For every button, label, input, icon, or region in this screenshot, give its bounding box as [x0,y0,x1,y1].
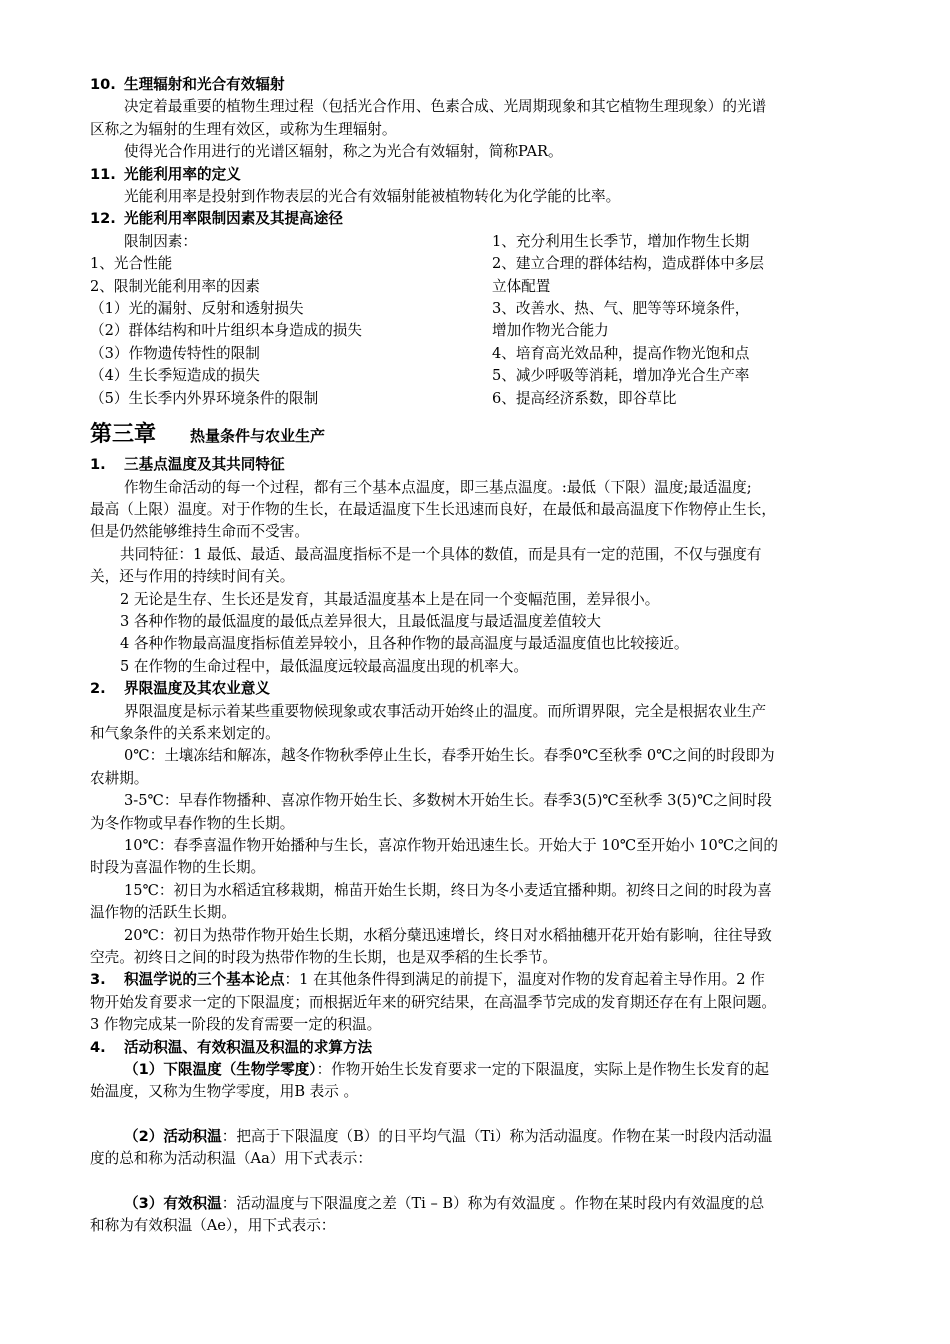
section-heading [90,454,870,476]
list-item: 立体配置 [492,277,551,295]
paragraph-line: 最高（上限）温度。对于作物的生长，在最适温度下生长迅速而良好，在最低和最高温度下作物停止生长， [90,500,776,518]
paragraph-text: ：活动温度与下限温度之差（Ti – B）称为有效温度 。作物在某时段内有效温度的总 [221,1194,765,1212]
list-item: 2、建立合理的群体结构，造成群体中多层 [492,255,764,273]
section-title: 光能利用率的定义 [124,165,241,183]
list-item: 限制因素： [124,232,197,250]
section-number: 10. [90,76,116,93]
paragraph-line: 但是仍然能够维持生命而不受害。 [90,523,309,541]
list-item: 4、培育高光效品种，提高作物光饱和点 [492,344,750,362]
chapter-title: 热量条件与农业生产 [190,427,326,446]
list-item: 2、限制光能利用率的因素 [90,277,260,295]
section-heading [90,74,870,96]
list-item: （3）作物遗传特性的限制 [90,344,260,362]
paragraph-line: 15℃：初日为水稻适宜移栽期，棉苗开始生长期，终日为冬小麦适宜播种期。初终日之间的时段为喜 [124,881,772,899]
section-title: 三基点温度及其共同特征 [124,456,285,474]
section-heading [90,1037,870,1059]
list-item: 1、光合性能 [90,255,173,273]
paragraph-line: 10℃：春季喜温作物开始播种与生长，喜凉作物开始迅速生长。开始大于 10℃至开始小 10℃之间的 [124,837,778,854]
chapter-heading [90,424,870,454]
section-heading [90,969,870,991]
subsection-label: （3）有效积温 [124,1194,222,1212]
paragraph-line: 3 作物完成某一阶段的发育需要一定的积温。 [90,1016,382,1034]
chapter-number: 第三章 [90,422,157,448]
section-title: 积温学说的三个基本论点 [124,971,285,989]
paragraph-line: 和气象条件的关系来划定的。 [90,724,280,742]
list-item: （5）生长季内外界环境条件的限制 [90,389,319,407]
paragraph-line: 光能利用率是投射到作物表层的光合有效辐射能被植物转化为化学能的比率。 [124,188,621,206]
paragraph-text: ：作物开始生长发育要求一定的下限温度，实际上是作物生长发育的起 [316,1061,769,1079]
paragraph-line: 界限温度是标示着某些重要物候现象或农事活动开始终止的温度。而所谓界限，完全是根据农业生产 [124,702,767,720]
paragraph-line: 作物生命活动的每一个过程，都有三个基本点温度，即三基点温度。:最低（下限）温度;最适温度; [124,478,752,496]
list-item: （2）群体结构和叶片组织本身造成的损失 [90,322,362,340]
section-title: 生理辐射和光合有效辐射 [124,76,285,93]
paragraph-line [90,1126,870,1148]
list-item: 增加作物光合能力 [492,322,609,340]
paragraph-line: 为冬作物或早春作物的生长期。 [90,814,295,832]
paragraph-line: 物开始发育要求一定的下限温度；而根据近年来的研究结果，在高温季节完成的发育期还存在有上限问题。 [90,993,776,1011]
section-number: 3. [90,971,106,989]
section-title: 光能利用率限制因素及其提高途径 [124,210,343,228]
paragraph-line: 始温度，又称为生物学零度，用B 表示 。 [90,1083,359,1101]
paragraph-line: 农耕期。 [90,769,149,787]
list-item: 1、充分利用生长季节，增加作物生长期 [492,232,750,250]
list-item: 5、减少呼吸等消耗，增加净光合生产率 [492,367,750,385]
paragraph-line: 使得光合作用进行的光谱区辐射，称之为光合有效辐射，简称PAR。 [124,143,563,161]
list-item: 3 各种作物的最低温度的最低点差异很大，且最低温度与最适温度差值较大 [120,612,601,630]
paragraph-line: 共同特征：1 最低、最适、最高温度指标不是一个具体的数值，而是具有一定的范围，不仅与强度有 [120,545,762,563]
two-column-list [90,231,870,410]
list-item: 2 无论是生存、生长还是发育，其最适温度基本上是在同一个变幅范围，差异很小。 [120,590,660,608]
paragraph-line: 区称之为辐射的生理有效区，或称为生理辐射。 [90,120,397,138]
limiting-factors-column [90,231,492,410]
paragraph-line: 温作物的活跃生长期。 [90,904,236,922]
section-number: 12. [90,210,116,228]
list-item: （1）光的漏射、反射和透射损失 [90,300,304,318]
section-heading [90,164,870,186]
paragraph-text: ：1 在其他条件得到满足的前提下，温度对作物的发育起着主导作用。2 作 [284,971,765,989]
paragraph-line: 空壳。初终日之间的时段为热带作物的生长期，也是双季稻的生长季节。 [90,949,558,967]
list-item: （4）生长季短造成的损失 [90,367,260,385]
section-number: 2. [90,680,106,698]
paragraph-line: 0℃：土壤冻结和解冻，越冬作物秋季停止生长，春季开始生长。春季0℃至秋季 0℃之间的时段即为 [124,747,775,765]
paragraph-line: 时段为喜温作物的生长期。 [90,859,266,877]
section-heading [90,208,870,230]
section-number: 4. [90,1038,106,1056]
paragraph-line: 和称为有效积温（Ae），用下式表示： [90,1217,336,1235]
paragraph-line: 20℃：初日为热带作物开始生长期，水稻分蘖迅速增长，终日对水稻抽穗开花开始有影响，往往导致 [124,926,772,944]
section-number: 1. [90,456,106,474]
list-item: 4 各种作物最高温度指标值差异较小，且各种作物的最高温度与最适温度值也比较接近。 [120,635,689,653]
document-page [90,74,870,1238]
list-item: 3、改善水、热、气、肥等等环境条件， [492,300,750,318]
paragraph-line [90,1059,870,1081]
paragraph-text: ：把高于下限温度（B）的日平均气温（Ti）称为活动温度。作物在某一时段内活动温 [221,1127,773,1145]
subsection-label: （2）活动积温 [124,1127,222,1145]
list-item: 6、提高经济系数，即谷草比 [492,389,677,407]
paragraph-line: 3-5℃：早春作物播种、喜凉作物开始生长、多数树木开始生长。春季3(5)℃至秋季 3(5)℃之间时段 [124,792,772,810]
section-title: 界限温度及其农业意义 [124,680,270,698]
paragraph-line [90,1193,870,1215]
list-item: 5 在作物的生命过程中，最低温度远较最高温度出现的机率大。 [120,657,528,675]
subsection-label: （1）下限温度（生物学零度） [124,1061,317,1079]
paragraph-line: 决定着最重要的植物生理过程（包括光合作用、色素合成、光周期现象和其它植物生理现象）的光谱 [124,98,767,116]
section-number: 11. [90,165,116,183]
section-heading [90,678,870,700]
paragraph-line: 度的总和称为活动积温（Aa）用下式表示： [90,1150,372,1168]
paragraph-line: 关，还与作用的持续时间有关。 [90,568,295,586]
improvement-column [492,231,870,410]
section-title: 活动积温、有效积温及积温的求算方法 [124,1038,373,1056]
